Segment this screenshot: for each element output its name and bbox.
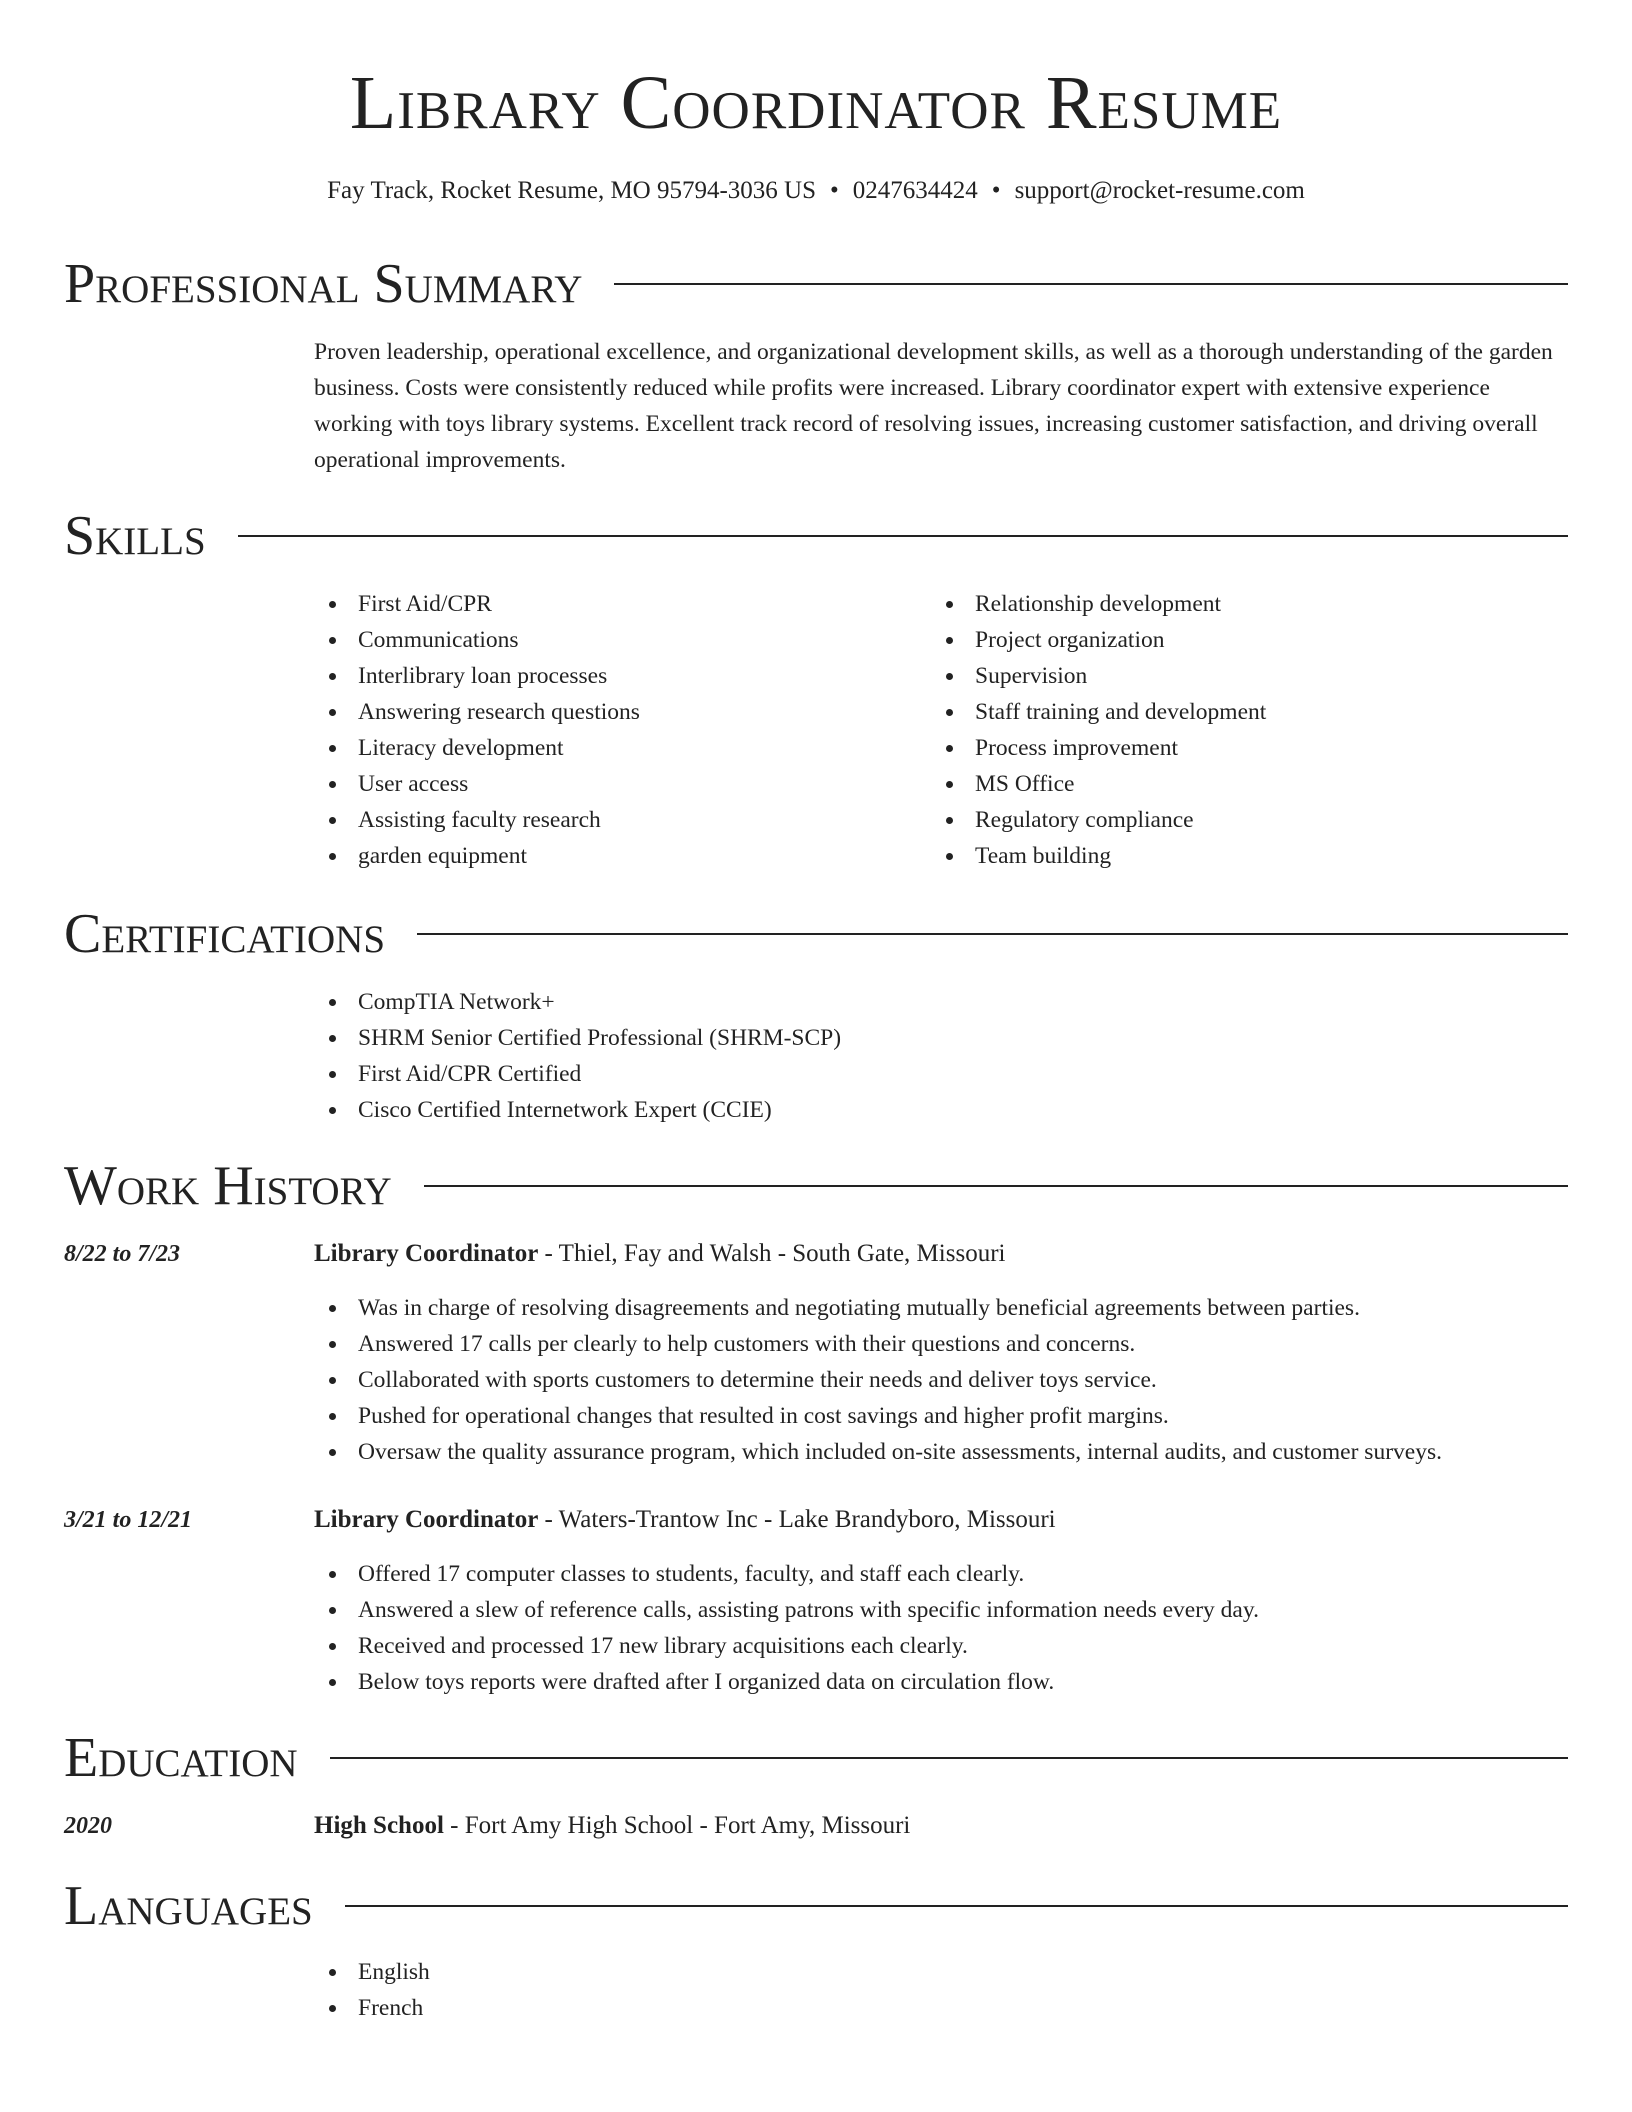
summary-text: Proven leadership, operational excellence, and organizational development skills, as well as a thorough understanding of the garden business. Costs were consistently reduced while profits were increased. Library coordinator expert with extensive experience working with toys library systems. Excellent track record of resolving issues, increasing customer satisfaction, and driving overall operational improvements. xyxy=(314,339,1553,473)
job-bullet: Below toys reports were drafted after I organized data on circulation flow. xyxy=(314,1664,1568,1700)
job-bullet: Collaborated with sports customers to determine their needs and deliver toys service. xyxy=(314,1362,1568,1398)
skills-section-header xyxy=(64,506,1568,566)
certification-item: First Aid/CPR Certified xyxy=(314,1056,1568,1092)
education-heading-line xyxy=(314,1808,910,1844)
education-details: - Fort Amy High School - Fort Amy, Missouri xyxy=(443,1812,911,1839)
certifications-list xyxy=(314,984,1568,1128)
section-divider xyxy=(424,1185,1568,1187)
job-bullets xyxy=(314,1290,1568,1470)
summary-heading: Professional Summary xyxy=(64,253,583,315)
skills-column-left xyxy=(314,586,931,874)
job-bullet: Offered 17 computer classes to students, faculty, and staff each clearly. xyxy=(314,1556,1568,1592)
job-bullet: Received and processed 17 new library acquisitions each clearly. xyxy=(314,1628,1568,1664)
skill-item: Communications xyxy=(314,622,931,658)
skill-item: Project organization xyxy=(931,622,1548,658)
skill-item: First Aid/CPR xyxy=(314,586,931,622)
skill-item: Process improvement xyxy=(931,730,1548,766)
certifications-section-header xyxy=(64,904,1568,964)
skill-item: Team building xyxy=(931,838,1548,874)
section-divider xyxy=(330,1757,1568,1759)
skills-heading: Skills xyxy=(64,505,206,567)
languages-heading: Languages xyxy=(64,1875,313,1937)
education-degree: High School xyxy=(314,1812,444,1839)
contact-phone: 0247634424 xyxy=(852,177,978,204)
section-divider xyxy=(345,1905,1568,1907)
languages-section-header xyxy=(64,1876,1568,1936)
job-bullet: Pushed for operational changes that resulted in cost savings and higher profit margins. xyxy=(314,1398,1568,1434)
skill-item: Regulatory compliance xyxy=(931,802,1548,838)
job-dates: 8/22 to 7/23 xyxy=(64,1241,181,1267)
job-dates: 3/21 to 12/21 xyxy=(64,1507,193,1533)
job-bullet: Oversaw the quality assurance program, which included on-site assessments, internal audits, and customer surveys. xyxy=(314,1434,1568,1470)
job-bullets xyxy=(314,1556,1568,1700)
section-divider xyxy=(238,535,1568,537)
job-role: Library Coordinator xyxy=(314,1506,539,1533)
skill-item: garden equipment xyxy=(314,838,931,874)
skill-item: Literacy development xyxy=(314,730,931,766)
contact-email[interactable]: support@rocket-resume.com xyxy=(1014,177,1305,204)
education-year: 2020 xyxy=(64,1813,112,1839)
work-heading: Work History xyxy=(64,1155,392,1217)
skill-item: Relationship development xyxy=(931,586,1548,622)
skill-item: Interlibrary loan processes xyxy=(314,658,931,694)
contact-separator: • xyxy=(991,177,1001,204)
education-section-header xyxy=(64,1728,1568,1788)
skill-item: Assisting faculty research xyxy=(314,802,931,838)
languages-list xyxy=(314,1954,1568,2026)
skill-item: MS Office xyxy=(931,766,1548,802)
certification-item: SHRM Senior Certified Professional (SHRM-SCP) xyxy=(314,1020,1568,1056)
certification-item: CompTIA Network+ xyxy=(314,984,1568,1020)
skill-item: Answering research questions xyxy=(314,694,931,730)
language-item: English xyxy=(314,1954,1568,1990)
skill-item: User access xyxy=(314,766,931,802)
job-role: Library Coordinator xyxy=(314,1240,539,1267)
job-details: - Thiel, Fay and Walsh - South Gate, Missouri xyxy=(538,1240,1006,1267)
contact-line xyxy=(0,174,1632,208)
contact-address: Fay Track, Rocket Resume, MO 95794-3036 US xyxy=(327,177,817,204)
language-item: French xyxy=(314,1990,1568,2026)
skills-list xyxy=(314,586,1568,874)
section-divider xyxy=(614,283,1568,285)
skill-item: Staff training and development xyxy=(931,694,1548,730)
job-bullet: Answered a slew of reference calls, assisting patrons with specific information needs every day. xyxy=(314,1592,1568,1628)
resume-title: Library Coordinator Resume xyxy=(349,61,1283,145)
certification-item: Cisco Certified Internetwork Expert (CCIE) xyxy=(314,1092,1568,1128)
job-bullet: Answered 17 calls per clearly to help customers with their questions and concerns. xyxy=(314,1326,1568,1362)
contact-separator: • xyxy=(830,177,839,204)
skills-column-right xyxy=(931,586,1548,874)
certifications-heading: Certifications xyxy=(64,903,386,965)
section-divider xyxy=(417,933,1568,935)
skill-item: Supervision xyxy=(931,658,1548,694)
job-heading xyxy=(314,1502,1056,1538)
summary-section-header xyxy=(64,254,1568,314)
job-heading xyxy=(314,1236,1005,1272)
education-heading: Education xyxy=(64,1727,298,1789)
job-bullet: Was in charge of resolving disagreements and negotiating mutually beneficial agreements between parties. xyxy=(314,1290,1568,1326)
work-section-header xyxy=(64,1156,1568,1216)
summary-block xyxy=(314,334,1568,478)
job-details: - Waters-Trantow Inc - Lake Brandyboro, Missouri xyxy=(538,1506,1056,1533)
